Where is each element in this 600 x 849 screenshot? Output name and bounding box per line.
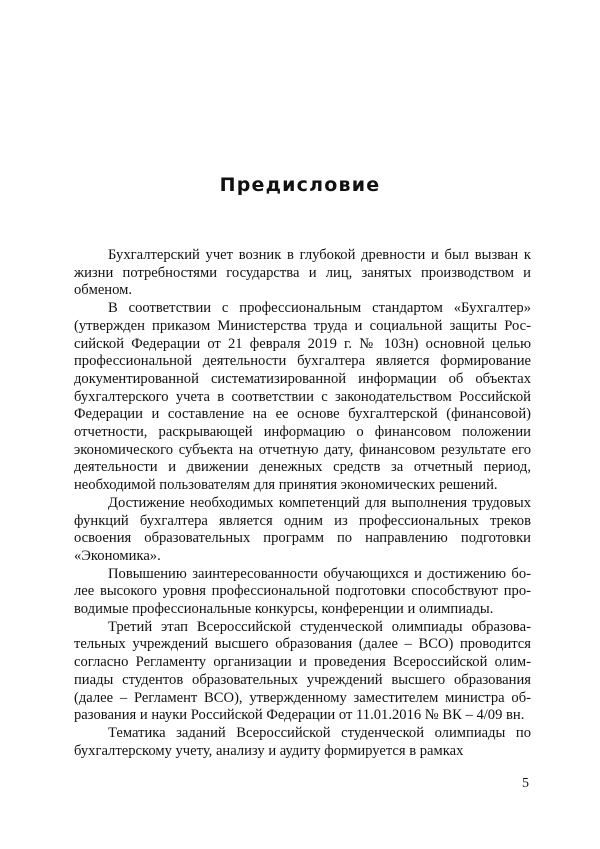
paragraph: Тематика заданий Всероссийской студенческой олимпиады по бухгалтерскому учету, анализу и аудиту формируется в рамках xyxy=(74,724,531,759)
paragraph: В соответствии с профессиональным стандартом «Бухгалтер» (утвержден приказом Министерства труда и социальной защиты Российской Федерации от 21 февраля 2019 г. № 103н) основной целью профессиональной деятельности бухгалтера является формирование документированной систематизированной информации об объектах бухгалтерского учета в соответствии с законодательством Российской Федерации и составление на ее основе бухгалтерской (финансовой) отчетности, раскрывающей информацию о финансовом положении экономического субъекта на отчетную дату, финансовом результате его деятельности и движении денежных средств за отчетный период, необходимой пользователям для принятия экономических решений. xyxy=(74,300,531,494)
paragraph: Достижение необходимых компетенций для выполнения трудовых функций бухгалтера является одним из профессиональных треков освоения образовательных программ по направлению подготовки «Экономика». xyxy=(74,494,531,564)
page-title: Предисловие xyxy=(219,174,381,196)
body-text xyxy=(74,247,531,760)
paragraph: Третий этап Всероссийской студенческой олимпиады образовательных учреждений высшего образования (далее – ВСО) проводится согласно Регламенту организации и проведения Всероссийской олимпиады студентов образовательных учреждений высшего образования (далее – Регламент ВСО), утвержденному заместителем министра образования и науки Российской Федерации от 11.01.2016 № ВК – 4/09 вн. xyxy=(74,618,531,724)
paragraph: Бухгалтерский учет возник в глубокой древности и был вызван к жизни потребностями государства и лиц, занятых производством и обменом. xyxy=(74,247,531,299)
page-number: 5 xyxy=(522,776,529,791)
paragraph: Повышению заинтересованности обучающихся и достижению более высокого уровня профессиональной подготовки способствуют проводимые профессиональные конкурсы, конференции и олимпиады. xyxy=(74,565,531,618)
